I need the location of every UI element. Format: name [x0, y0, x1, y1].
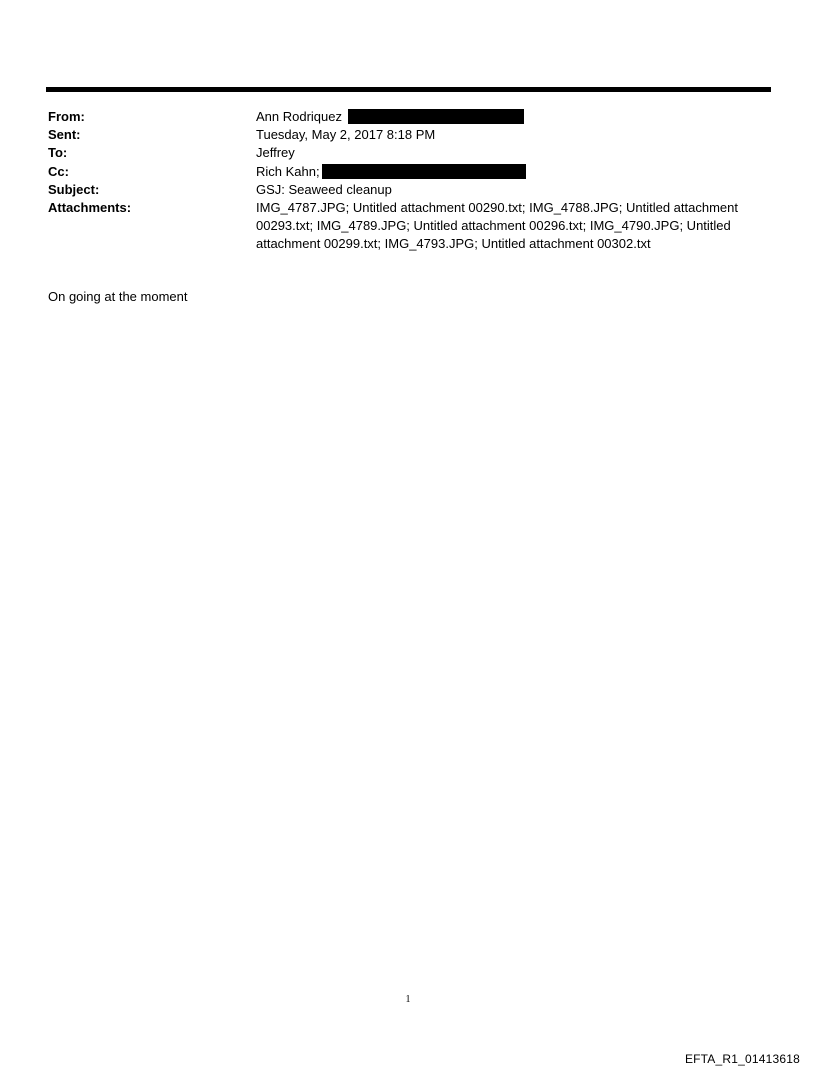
cc-label: Cc:: [48, 163, 69, 179]
attachments-row: [48, 199, 768, 254]
page-number: 1: [405, 994, 411, 1005]
subject-value: GSJ: Seaweed cleanup: [256, 181, 392, 197]
to-label: To:: [48, 145, 68, 161]
from-value-container: [256, 108, 768, 126]
redaction-box: [322, 164, 526, 179]
sent-row: [48, 126, 768, 144]
attachments-label: Attachments:: [48, 200, 132, 216]
cc-value: Rich Kahn;: [256, 163, 320, 179]
subject-label: Subject:: [48, 181, 100, 197]
attachments-value: IMG_4787.JPG; Untitled attachment 00290.txt; IMG_4788.JPG; Untitled attachment 00293.txt; IMG_4789.JPG; Untitled attachment 00296.txt; IMG_4790.JPG; Untitled attachment 00299.txt; IMG_4793.JPG; Untitled attachment 00302.txt: [256, 200, 738, 252]
from-label: From:: [48, 109, 85, 124]
sent-value: Tuesday, May 2, 2017 8:18 PM: [256, 127, 436, 143]
cc-row: [48, 163, 768, 181]
email-body: On going at the moment: [48, 289, 188, 304]
redaction-box: [348, 109, 524, 124]
cc-value-container: [256, 163, 768, 181]
to-value: Jeffrey: [256, 145, 295, 161]
bates-number: EFTA_R1_01413618: [684, 1052, 800, 1066]
email-header: [48, 108, 768, 254]
to-row: [48, 144, 768, 162]
from-row: [48, 108, 768, 126]
header-divider: [46, 87, 771, 92]
sent-label: Sent:: [48, 127, 81, 143]
from-value: Ann Rodriquez: [256, 109, 342, 124]
subject-row: [48, 181, 768, 199]
